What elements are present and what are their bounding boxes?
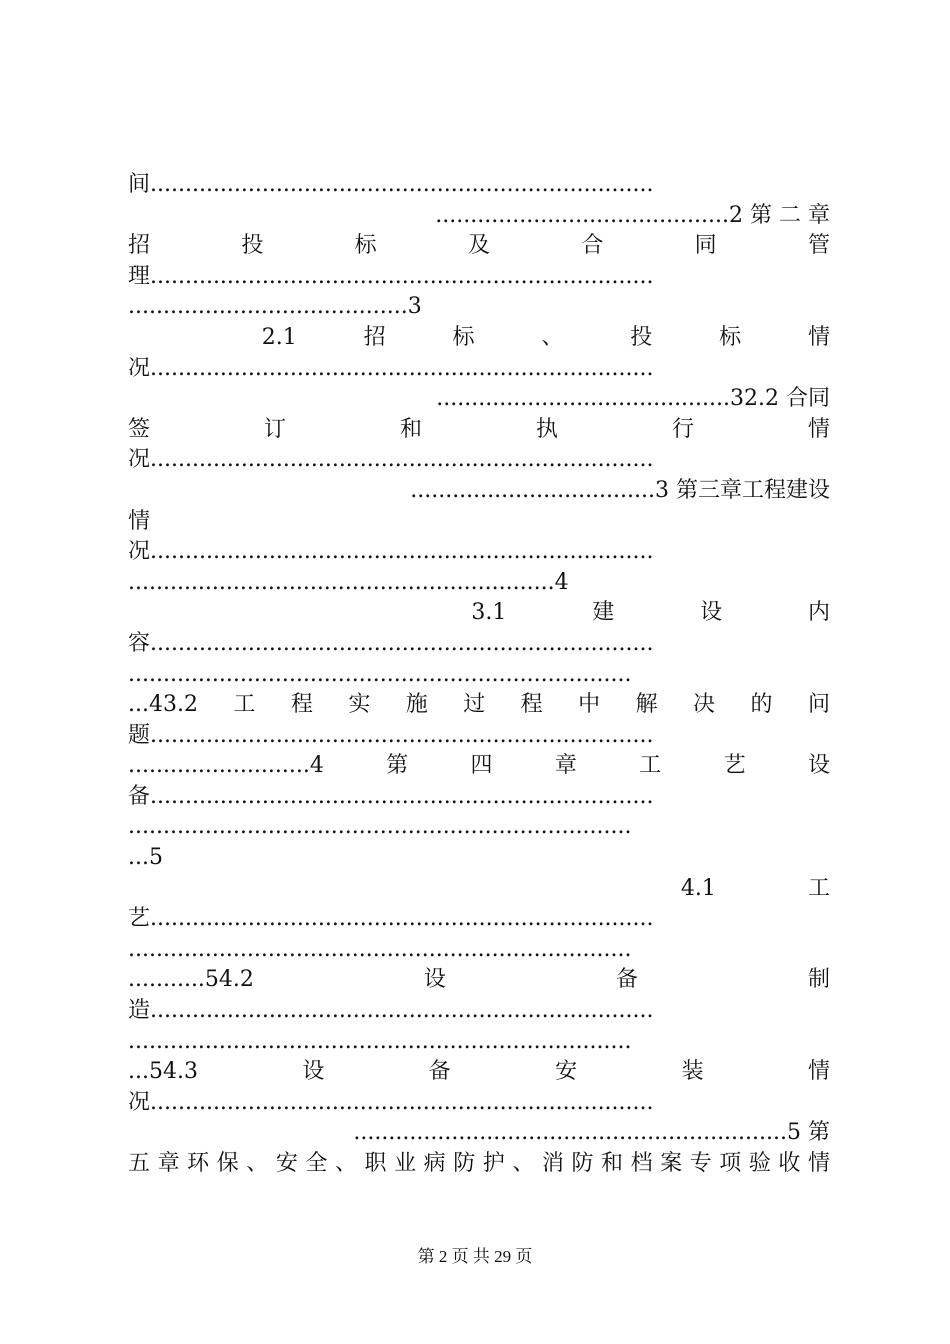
toc-text: 同 (694, 233, 717, 259)
toc-line (128, 507, 830, 538)
toc-text: 过 (463, 692, 486, 718)
toc-text: 防 (453, 1151, 476, 1176)
toc-text: 况........................................................................ (128, 355, 654, 381)
toc-text: ........................................................................ (128, 814, 632, 840)
toc-text: ...........54.2 (128, 967, 254, 993)
toc-text: 理........................................................................ (128, 263, 654, 289)
toc-text: 行 (671, 416, 694, 442)
toc-text: 安 (275, 1151, 298, 1176)
table-of-contents (128, 170, 830, 1180)
toc-line (128, 904, 830, 935)
toc-text: 全 (305, 1151, 328, 1176)
toc-text: 况........................................................................ (128, 539, 654, 565)
toc-text: 内 (807, 600, 830, 626)
toc-text: 、 (541, 324, 564, 350)
toc-text: 工 (807, 875, 830, 901)
toc-line (128, 1149, 830, 1180)
toc-text: 装 (681, 1059, 704, 1085)
toc-text: 况........................................................................ (128, 1089, 654, 1115)
toc-text: 备........................................................................ (128, 783, 654, 809)
toc-line (128, 1118, 830, 1149)
toc-text: 、 (334, 1151, 357, 1176)
toc-text: 实 (348, 692, 371, 718)
toc-text: 中 (578, 692, 601, 718)
toc-text: ..........................................32.2 合同 (436, 386, 830, 412)
toc-text: ........................................................................ (128, 936, 632, 962)
toc-line (128, 721, 830, 752)
toc-text: 情 (807, 1151, 830, 1176)
toc-text: 投 (630, 324, 653, 350)
toc-text: 标 (452, 324, 475, 350)
toc-line (128, 1027, 830, 1058)
toc-text: 标 (719, 324, 742, 350)
toc-line (128, 262, 830, 293)
toc-text: 章 (157, 1151, 180, 1176)
toc-text: 设 (423, 967, 446, 993)
toc-text: ..........................................2 第 二 章 (435, 202, 830, 228)
page-footer: 第 2 页 共 29 页 (417, 1247, 533, 1266)
toc-text: 4.1 (680, 875, 716, 901)
toc-text: 情 (807, 416, 830, 442)
toc-text: 和 (399, 416, 422, 442)
toc-text: 题........................................................................ (128, 722, 654, 748)
toc-text: 解 (635, 692, 658, 718)
toc-line (128, 476, 830, 507)
toc-text: 第 (386, 753, 409, 779)
toc-line (128, 843, 830, 874)
toc-text: 、 (246, 1151, 269, 1176)
toc-text: 招 (128, 233, 151, 259)
toc-text: 案 (660, 1151, 683, 1176)
toc-text: 四 (470, 753, 493, 779)
toc-text: 签 (128, 416, 151, 442)
toc-text: 消 (541, 1151, 564, 1176)
toc-text: 容........................................................................ (128, 630, 654, 656)
toc-text: 收 (778, 1151, 801, 1176)
toc-text: .............................................................4 (128, 569, 569, 595)
toc-line (128, 1088, 830, 1119)
toc-text: 施 (405, 692, 428, 718)
toc-text: 验 (748, 1151, 771, 1176)
toc-text: 合 (581, 233, 604, 259)
toc-line (128, 629, 830, 660)
toc-line (128, 996, 830, 1027)
toc-text: 投 (241, 233, 264, 259)
toc-text: ...5 (128, 845, 163, 871)
toc-line (128, 537, 830, 568)
toc-text: 情 (128, 508, 151, 534)
toc-text: 间........................................................................ (128, 172, 654, 197)
toc-line (128, 598, 830, 629)
toc-text: 招 (363, 324, 386, 350)
toc-text: 情 (807, 1059, 830, 1085)
toc-text: 设 (807, 753, 830, 779)
toc-text: ..........................4 (128, 753, 324, 779)
toc-line (128, 292, 830, 323)
toc-line (128, 935, 830, 966)
toc-text: 工 (233, 692, 256, 718)
toc-text: 程 (290, 692, 313, 718)
toc-text: 制 (807, 967, 830, 993)
toc-line (128, 354, 830, 385)
toc-text: 决 (693, 692, 716, 718)
toc-text: 3.1 (471, 600, 507, 626)
toc-text: 环 (187, 1151, 210, 1176)
toc-text: 艺........................................................................ (128, 906, 654, 932)
toc-line (128, 323, 830, 354)
toc-text: ...54.3 (128, 1059, 198, 1085)
toc-text: 项 (719, 1151, 742, 1176)
toc-line (128, 231, 830, 262)
toc-text: ........................................................................ (128, 1028, 632, 1054)
toc-text: 业 (394, 1151, 417, 1176)
toc-line (128, 415, 830, 446)
toc-text: 防 (571, 1151, 594, 1176)
toc-line (128, 384, 830, 415)
toc-text: 标 (354, 233, 377, 259)
toc-text: 病 (423, 1151, 446, 1176)
toc-text: 五 (128, 1151, 151, 1176)
toc-line (128, 782, 830, 813)
toc-line (128, 874, 830, 905)
toc-text: 的 (750, 692, 773, 718)
toc-text: 管 (807, 233, 830, 259)
toc-text: 保 (216, 1151, 239, 1176)
toc-text: ...................................3 第三章工程建设 (410, 477, 830, 503)
toc-text: 专 (689, 1151, 712, 1176)
toc-text: 执 (535, 416, 558, 442)
toc-text: 安 (555, 1059, 578, 1085)
toc-line (128, 445, 830, 476)
toc-line (128, 965, 830, 996)
toc-line (128, 751, 830, 782)
toc-text: 问 (807, 692, 830, 718)
toc-text: ...43.2 (128, 692, 198, 718)
toc-line (128, 170, 830, 201)
toc-line (128, 201, 830, 232)
toc-text: 订 (263, 416, 286, 442)
toc-text: 2.1 (261, 324, 297, 350)
toc-text: 况........................................................................ (128, 447, 654, 473)
toc-text: 、 (512, 1151, 535, 1176)
toc-text: 章 (554, 753, 577, 779)
toc-text: 和 (601, 1151, 624, 1176)
toc-text: 设 (302, 1059, 325, 1085)
toc-text: 造........................................................................ (128, 998, 654, 1024)
toc-text: 护 (482, 1151, 505, 1176)
toc-text: 程 (520, 692, 543, 718)
toc-text: 职 (364, 1151, 387, 1176)
toc-line (128, 660, 830, 691)
toc-line (128, 568, 830, 599)
toc-text: 备 (615, 967, 638, 993)
toc-text: 及 (467, 233, 490, 259)
toc-text: 备 (428, 1059, 451, 1085)
toc-line (128, 812, 830, 843)
toc-text: ........................................................................ (128, 661, 632, 687)
toc-text: 艺 (723, 753, 746, 779)
toc-text: 工 (639, 753, 662, 779)
toc-line (128, 1057, 830, 1088)
toc-text: ..............................................................5 第 (353, 1120, 830, 1146)
toc-text: 档 (630, 1151, 653, 1176)
toc-text: 设 (700, 600, 723, 626)
toc-text: 情 (807, 324, 830, 350)
toc-line (128, 690, 830, 721)
toc-text: 建 (592, 600, 615, 626)
toc-text: ........................................3 (128, 294, 422, 320)
